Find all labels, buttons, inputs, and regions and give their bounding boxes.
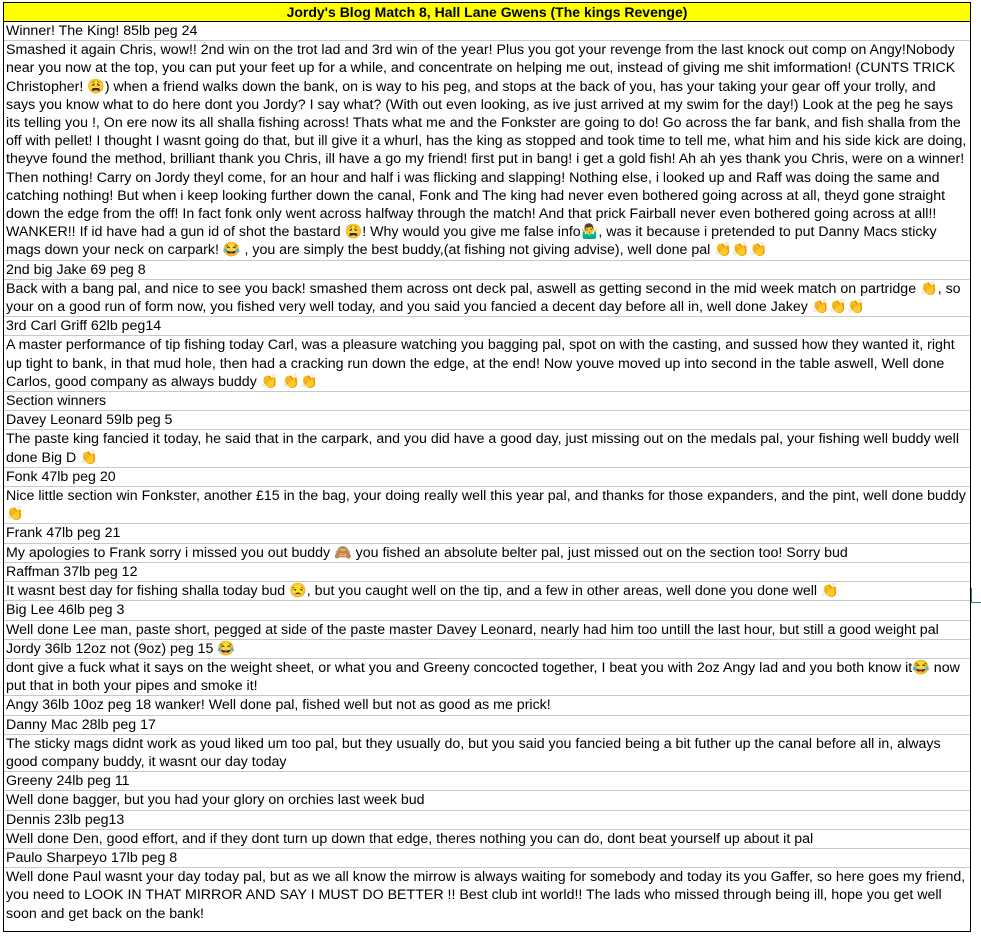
cell-row-1[interactable]: Winner! The King! 85lb peg 24 [4,22,970,41]
cell-row-18[interactable]: Jordy 36lb 12oz not (9oz) peg 15 😂 [4,640,970,659]
cell-row-5[interactable]: 3rd Carl Griff 62lb peg14 [4,317,970,336]
cell-row-22[interactable]: The sticky mags didnt work as youd liked um too pal, but they usually do, but you said you fancied being a bit futher up the canal before all in, always good company buddy, it wasnt our day today [4,735,970,772]
cell-row-4[interactable]: Back with a bang pal, and nice to see you back! smashed them across ont deck pal, aswell as getting second in the mid week match on partridge 👏, so your on a good run of form now, you fished very well today, and you said you fancied a decent day before all in, well done Jakey 👏👏👏 [4,280,970,317]
cell-row-2[interactable]: Smashed it again Chris, wow!! 2nd win on the trot lad and 3rd win of the year! Plus you got your revenge from the last knock out comp on Angy!Nobody near you now at the top, you can put your feet up for a while, and concentrate on helping me out, instead of giving me shit imformation! (CUNTS TRICK Christopher! 😩) when a friend walks down the bank, on is way to his peg, and stops at the back of you, has your taking your gear off your trolly, and says you know what to do here dont you Jordy? I say what? (With out even looking, as ive just arrived at my swim for the day!) Look at the peg he says its telling you !, On ere now its all shalla fishing across! Thats what me and the Fonkster are going to do! Go across the far bank, and fish shalla from the off with pellet! I thought I wasnt going do that, but ill give it a whurl, has the king as stopped and took time to tell me, what him and his side kick are doing, theyve found the method, brilliant thank you Chris, ill have a go my friend! first put in bang! i get a gold fish! Ah ah yes thank you Chris, were on a winner! Then nothing! Carry on Jordy theyl come, for an hour and half i was flicking and slapping! Nothing else, i looked up and Raff was doing the same and catching nothing! But when i keep looking further down the canal, Fonk and The king had never even bothered going across at all, theyd gone straight down the edge from the off! In fact fonk only went across halfway through the match! And that prick Fairball never even bothered going across at all!! WANKER!! If id have had a gun id of shot the bastard 😩! Why would you give me false info🤷‍♂, was it because i pretended to put Danny Macs sticky mags down your neck on carpark! 😂 , you are simply the best buddy,(at fishing not giving advise), well done pal 👏👏👏 [4,41,970,260]
cell-row-11[interactable]: Nice little section win Fonkster, another £15 in the bag, your doing really well this year pal, and thanks for those expanders, and the pint, well done buddy 👏 [4,487,970,524]
cell-row-28[interactable]: Well done Paul wasnt your day today pal, but as we all know the mirrow is always waiting for somebody and today its you Gaffer, so here goes my friend, you need to LOOK IN THAT MIRROR AND SAY I MUST DO BETTER !! Best club int world!! The lads who missed through being ill, hope you get well soon and get back on the bank! [6,869,966,922]
cell-row-9[interactable]: The paste king fancied it today, he said that in the carpark, and you did have a good day, just missing out on the medals pal, your fishing well buddy well done Big D 👏 [4,430,970,467]
cell-row-24[interactable]: Well done bagger, but you had your glory on orchies last week bud [4,791,970,810]
cell-row-6[interactable]: A master performance of tip fishing today Carl, was a pleasure watching you bagging pal, spot on with the casting, and sussed how they wanted it, right up tight to bank, in that mud hole, then had a cracking run down the edge, at the end! Now youve moved up into second in the table aswell, Well done Carlos, good company as always buddy 👏 👏👏 [4,336,970,392]
cell-row-19[interactable]: dont give a fuck what it says on the weight sheet, or what you and Greeny concocted together, I beat you with 2oz Angy lad and you both know it😂 now put that in both your pipes and smoke it! [4,659,970,696]
cell-row-15[interactable]: It wasnt best day for fishing shalla today bud 😒, but you caught well on the tip, and a few in other areas, well done you done well 👏 [4,582,970,601]
sheet-title[interactable]: Jordy's Blog Match 8, Hall Lane Gwens (The kings Revenge) [4,3,970,22]
cell-selection-edge [971,588,981,603]
cell-row-23[interactable]: Greeny 24lb peg 11 [4,772,970,791]
cell-row-7[interactable]: Section winners [4,392,970,411]
cell-row-26[interactable]: Well done Den, good effort, and if they dont turn up down that edge, theres nothing you can do, dont beat yourself up about it pal [4,830,970,849]
spreadsheet-sheet [3,2,971,932]
cell-row-12[interactable]: Frank 47lb peg 21 [4,524,970,543]
cell-row-21[interactable]: Danny Mac 28lb peg 17 [4,716,970,735]
cell-row-25[interactable]: Dennis 23lb peg13 [4,811,970,830]
cell-row-20[interactable]: Angy 36lb 10oz peg 18 wanker! Well done pal, fished well but not as good as me prick! [4,696,970,715]
cell-row-14[interactable]: Raffman 37lb peg 12 [4,563,970,582]
cell-row-17[interactable]: Well done Lee man, paste short, pegged at side of the paste master Davey Leonard, nearly had him too untill the last hour, but still a good weight pal [4,621,970,640]
cell-row-13[interactable]: My apologies to Frank sorry i missed you out buddy 🙈 you fished an absolute belter pal, just missed out on the section too! Sorry bud [4,544,970,563]
cell-row-10[interactable]: Fonk 47lb peg 20 [4,468,970,487]
cell-row-3[interactable]: 2nd big Jake 69 peg 8 [4,261,970,280]
cell-row-8[interactable]: Davey Leonard 59lb peg 5 [4,411,970,430]
cell-row-16[interactable]: Big Lee 46lb peg 3 [4,601,970,620]
cell-row-27[interactable]: Paulo Sharpeyo 17lb peg 8 [4,849,970,868]
